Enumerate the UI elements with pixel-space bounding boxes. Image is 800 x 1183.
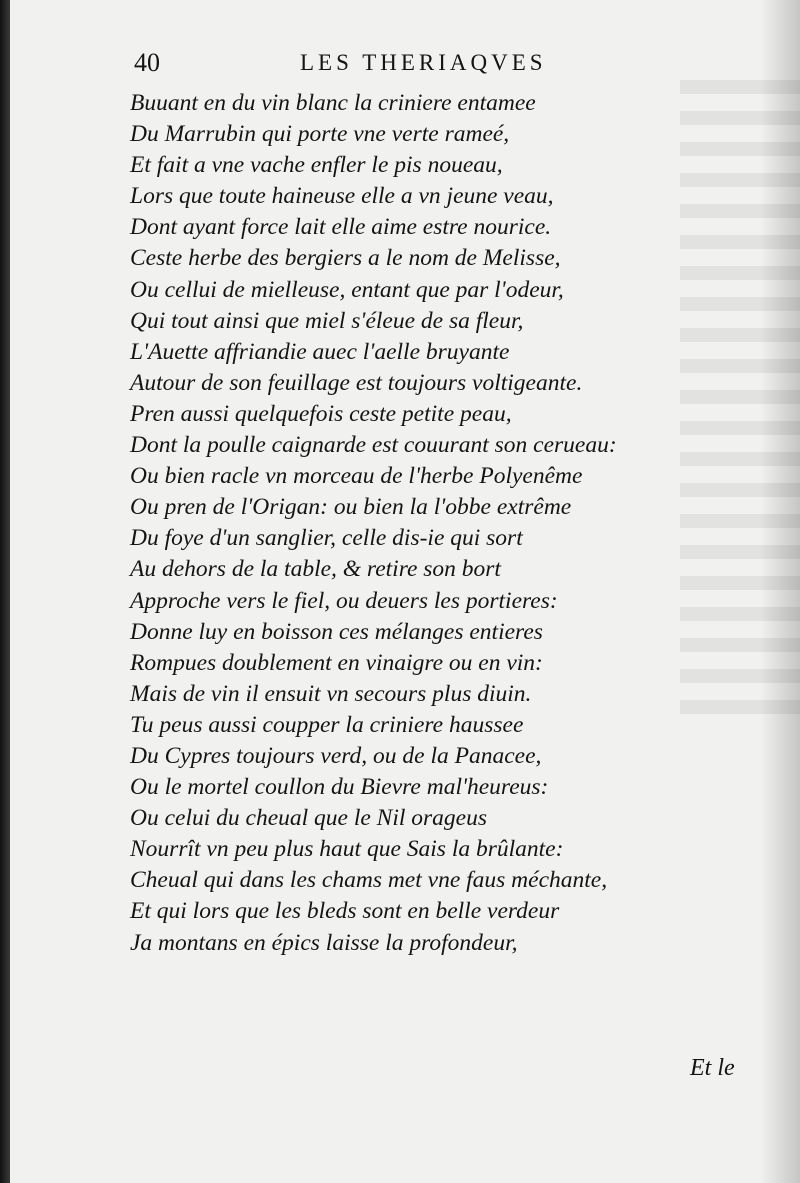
verse-line: Approche vers le fiel, ou deuers les portieres: xyxy=(130,587,558,614)
verse-line: Ceste herbe des bergiers a le nom de Melisse, xyxy=(130,245,561,272)
catchword: Et le xyxy=(690,1055,735,1081)
running-title: LES THERIAQVES xyxy=(300,50,547,75)
verse-line: Mais de vin il ensuit vn secours plus diuin. xyxy=(130,680,532,707)
verse-line: Ou pren de l'Origan: ou bien la l'obbe extrême xyxy=(130,494,572,521)
verse-line: Ou le mortel coullon du Bievre mal'heureus: xyxy=(130,774,549,801)
verse-line: Donne luy en boisson ces mélanges entieres xyxy=(130,618,543,645)
verse-line: Dont ayant force lait elle aime estre nourice. xyxy=(130,214,552,241)
verse-line: Du foye d'un sanglier, celle dis-ie qui sort xyxy=(130,525,523,552)
verse-line: Ou celui du cheual que le Nil orageus xyxy=(130,805,487,832)
verse-line: Rompues doublement en vinaigre ou en vin: xyxy=(130,649,543,676)
verse-line: Ou cellui de mielleuse, entant que par l'odeur, xyxy=(130,276,564,303)
page-number: 40 xyxy=(134,48,160,77)
verse-line: Et qui lors que les bleds sont en belle verdeur xyxy=(130,898,560,925)
page-header xyxy=(10,48,800,84)
verse-line: Autour de son feuillage est toujours voltigeante. xyxy=(130,369,583,396)
verse-line: Et fait a vne vache enfler le pis noueau, xyxy=(130,152,503,179)
verse-line: Ou bien racle vn morceau de l'herbe Polyenême xyxy=(130,463,583,490)
verse-line: Tu peus aussi coupper la criniere haussee xyxy=(130,711,524,738)
verse-line: Au dehors de la table, & retire son bort xyxy=(130,556,501,583)
verse-line: Nourrît vn peu plus haut que Sais la brûlante: xyxy=(130,836,564,863)
verse-line: L'Auette affriandie auec l'aelle bruyante xyxy=(130,338,510,365)
verse-line: Qui tout ainsi que miel s'éleue de sa fleur, xyxy=(130,307,524,334)
verse-line: Pren aussi quelquefois ceste petite peau, xyxy=(130,400,512,427)
verse-line: Dont la poulle caignarde est couurant son cerueau: xyxy=(130,432,617,459)
page-shadow xyxy=(760,0,800,1183)
verse-line: Ja montans en épics laisse la profondeur, xyxy=(130,929,518,956)
binding-edge xyxy=(0,0,10,1183)
verse-block xyxy=(130,88,730,959)
verse-line: Lors que toute haineuse elle a vn jeune veau, xyxy=(130,183,554,210)
verse-line: Du Marrubin qui porte vne verte rameé, xyxy=(130,121,510,148)
verse-line: Cheual qui dans les chams met vne faus méchante, xyxy=(130,867,608,894)
verse-line: Du Cypres toujours verd, ou de la Panacee, xyxy=(130,742,542,769)
verse-line: Buuant en du vin blanc la criniere entamee xyxy=(130,90,536,116)
book-page xyxy=(10,0,800,1183)
